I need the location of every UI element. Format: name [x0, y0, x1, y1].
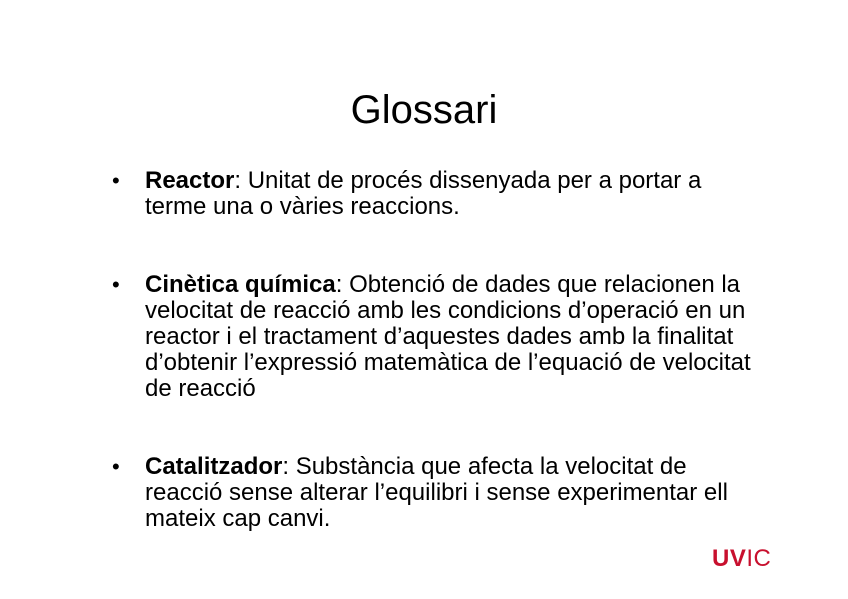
- glossary-term: Reactor: [145, 167, 235, 194]
- logo-letters-ic: IC: [746, 545, 772, 572]
- bullet-icon: •: [112, 168, 120, 193]
- glossary-definition: : Obtenció de dades que relacionen la velocitat de reacció amb les condicions d’operació en un reactor i el tractament d’aquestes dades amb la finalitat d’obtenir l’expressió matemàtica de l’equació de velocitat de reacció: [145, 271, 751, 402]
- glossary-term: Catalitzador: [145, 453, 283, 480]
- bullet-icon: •: [112, 454, 120, 479]
- glossary-list: [112, 168, 752, 532]
- logo-letter-v: V: [729, 545, 747, 572]
- bullet-icon: •: [112, 272, 120, 297]
- uvic-logo: [712, 546, 771, 572]
- glossary-definition: : Substància que afecta la velocitat de reacció sense alterar l’equilibri i sense experimentar ell mateix cap canvi.: [145, 453, 728, 532]
- glossary-term: Cinètica química: [145, 271, 336, 298]
- glossary-definition: : Unitat de procés dissenyada per a portar a terme una o vàries reaccions.: [145, 167, 702, 220]
- glossary-entry-catalitzador: [112, 454, 752, 532]
- logo-letter-u: U: [712, 545, 730, 572]
- glossary-entry-reactor: [112, 168, 752, 220]
- glossary-entry-cinetica-quimica: [112, 272, 752, 402]
- slide-title: Glossari: [350, 88, 498, 132]
